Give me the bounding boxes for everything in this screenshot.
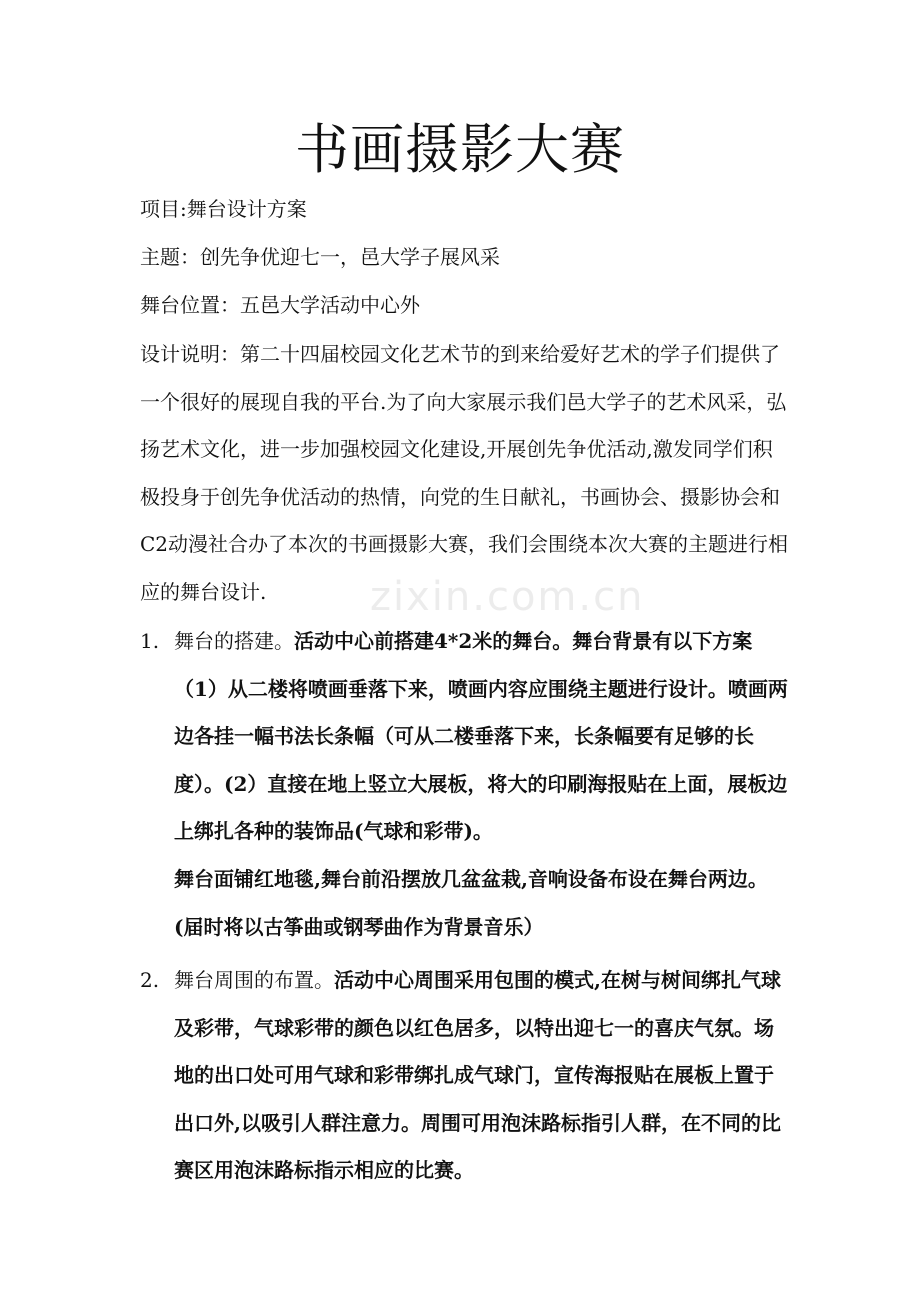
list-item-lead: 舞台周围的布置。: [174, 968, 334, 992]
list-item-extra: 舞台面铺红地毯,舞台前沿摆放几盆盆栽,音响设备布设在舞台两边。(届时将以古筝曲或钢琴曲作为背景音乐）: [174, 866, 768, 939]
list-item-lead: 舞台的搭建。: [174, 629, 294, 653]
watermark: zixin.com.cn: [370, 574, 645, 620]
list-number: 2.: [140, 968, 160, 992]
list-item-body: 活动中心周围采用包围的模式,在树与树间绑扎气球及彩带，气球彩带的颜色以红色居多，以特出迎七一的喜庆气氛。场地的出口处可用气球和彩带绑扎成气球门，宣传海报贴在展板上置于出口外,以吸引人群注意力。周围可用泡沫路标指引人群，在不同的比赛区用泡沫路标指示相应的比赛。: [174, 968, 781, 1183]
document-title: 书画摄影大赛: [295, 118, 625, 181]
list-item-2: [140, 957, 790, 1195]
list-number: 1.: [140, 629, 160, 653]
description-paragraph: [140, 331, 790, 617]
list-item-1: [140, 618, 790, 951]
theme-line: 主题：创先争优迎七一，邑大学子展风采: [140, 245, 500, 269]
description-text: 设计说明：第二十四届校园文化艺术节的到来给爱好艺术的学子们提供了一个很好的展现自我的平台.为了向大家展示我们邑大学子的艺术风采，弘扬艺术文化，进一步加强校园文化建设,开展创先争优活动,激发同学们积极投身于创先争优活动的热情，向党的生日献礼，书画协会、摄影协会和C2动漫社合办了本次的书画摄影大赛，我们会围绕本次大赛的主题进行相应的舞台设计.: [140, 342, 789, 604]
location-line: 舞台位置：五邑大学活动中心外: [140, 293, 420, 317]
list-item-body: 活动中心前搭建4*2米的舞台。舞台背景有以下方案（1）从二楼将喷画垂落下来，喷画内容应围绕主题进行设计。喷画两边各挂一幅书法长条幅（可从二楼垂落下来，长条幅要有足够的长度）。(2）直接在地上竖立大展板，将大的印刷海报贴在上面，展板边上绑扎各种的装饰品(气球和彩带)。: [174, 629, 788, 844]
project-line: 项目:舞台设计方案: [140, 197, 307, 221]
